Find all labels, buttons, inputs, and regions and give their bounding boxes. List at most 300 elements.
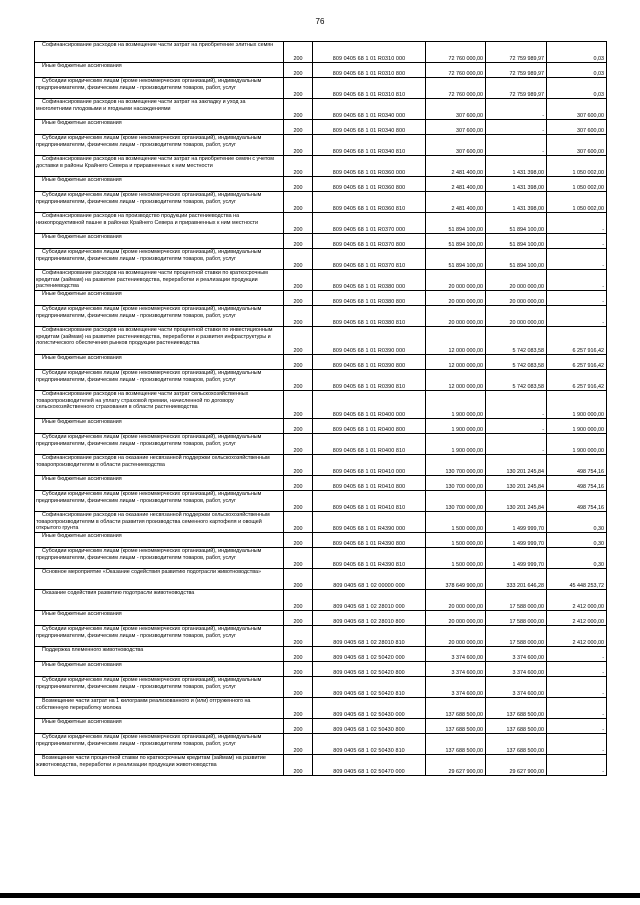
table-row (35, 548, 607, 569)
row-budget-classification-code: 809 0405 68 1 01 R0380 800 (313, 291, 426, 306)
row-unexecuted-amount: - (547, 698, 607, 719)
row-unexecuted-amount: 498 754,16 (547, 491, 607, 512)
table-row (35, 78, 607, 99)
row-approved-amount: 130 700 000,00 (426, 491, 486, 512)
row-unexecuted-amount: 0,30 (547, 512, 607, 533)
scan-edge-bar (0, 885, 640, 905)
row-executed-amount: 1 431 398,00 (486, 177, 547, 192)
row-admin-code: 200 (284, 434, 313, 455)
row-name (35, 455, 284, 476)
row-executed-amount: 1 431 398,00 (486, 156, 547, 177)
row-executed-amount: - (486, 391, 547, 419)
row-unexecuted-amount: 2 412 000,00 (547, 590, 607, 611)
row-executed-amount: 51 894 100,00 (486, 234, 547, 249)
table-row (35, 249, 607, 270)
row-executed-amount: 333 201 646,28 (486, 569, 547, 590)
table-row (35, 99, 607, 120)
row-executed-amount: - (486, 419, 547, 434)
table-row (35, 391, 607, 419)
row-executed-amount: 51 894 100,00 (486, 249, 547, 270)
row-executed-amount: 5 742 083,58 (486, 327, 547, 355)
table-row (35, 734, 607, 755)
row-admin-code: 200 (284, 78, 313, 99)
row-name-text: Оказание содействия развитию подотрасли животноводства (42, 590, 195, 596)
row-executed-amount: - (486, 434, 547, 455)
row-admin-code: 200 (284, 192, 313, 213)
row-unexecuted-amount: 498 754,16 (547, 476, 607, 491)
row-admin-code: 200 (284, 533, 313, 548)
row-admin-code: 200 (284, 135, 313, 156)
row-name (35, 177, 284, 192)
row-executed-amount: - (486, 99, 547, 120)
row-name-text: Софинансирование расходов на возмещение части процентной ставки по краткосрочным кредитам (займам) на развитие растениеводства, переработки и реализации продукции растениеводства (36, 270, 270, 289)
row-name-text: Софинансирование расходов на оказание несвязанной поддержки сельскохозяйственным товаропроизводителям в области растениеводства (36, 455, 272, 468)
row-approved-amount: 51 894 100,00 (426, 249, 486, 270)
row-admin-code: 200 (284, 611, 313, 626)
table-row (35, 434, 607, 455)
row-approved-amount: 3 374 600,00 (426, 677, 486, 698)
row-approved-amount: 51 894 100,00 (426, 213, 486, 234)
row-name (35, 434, 284, 455)
row-unexecuted-amount: 1 050 002,00 (547, 192, 607, 213)
row-name-text: Иные бюджетные ассигнования (42, 63, 122, 69)
row-unexecuted-amount: 0,03 (547, 78, 607, 99)
row-name-text: Субсидии юридическим лицам (кроме некоммерческих организаций), индивидуальным предпринимателям, физическим лицам - производителям товаров, работ, услуг (36, 370, 263, 383)
row-executed-amount: 51 894 100,00 (486, 213, 547, 234)
table-row (35, 476, 607, 491)
row-approved-amount: 1 900 000,00 (426, 434, 486, 455)
row-admin-code: 200 (284, 719, 313, 734)
table-row (35, 370, 607, 391)
row-budget-classification-code: 809 0405 68 1 01 R0360 810 (313, 192, 426, 213)
table-row (35, 291, 607, 306)
row-executed-amount: 130 201 245,84 (486, 491, 547, 512)
row-executed-amount: 137 688 500,00 (486, 719, 547, 734)
table-row (35, 662, 607, 677)
row-budget-classification-code: 809 0405 68 1 01 R0410 800 (313, 476, 426, 491)
row-budget-classification-code: 809 0405 68 1 01 R0390 810 (313, 370, 426, 391)
row-approved-amount: 51 894 100,00 (426, 234, 486, 249)
row-admin-code: 200 (284, 327, 313, 355)
row-unexecuted-amount: 307 600,00 (547, 120, 607, 135)
row-admin-code: 200 (284, 734, 313, 755)
table-row (35, 455, 607, 476)
row-name-text: Иные бюджетные ассигнования (42, 662, 122, 668)
table-row (35, 306, 607, 327)
row-approved-amount: 130 700 000,00 (426, 455, 486, 476)
row-approved-amount: 307 600,00 (426, 135, 486, 156)
table-row (35, 234, 607, 249)
row-budget-classification-code: 809 0405 68 1 01 R0400 800 (313, 419, 426, 434)
row-unexecuted-amount: - (547, 677, 607, 698)
budget-execution-table (34, 41, 607, 776)
row-admin-code: 200 (284, 249, 313, 270)
row-name (35, 99, 284, 120)
row-name (35, 419, 284, 434)
row-name (35, 42, 284, 63)
row-budget-classification-code: 809 0405 68 1 01 R4390 800 (313, 533, 426, 548)
row-executed-amount: 20 000 000,00 (486, 270, 547, 291)
row-unexecuted-amount: 0,03 (547, 63, 607, 78)
row-budget-classification-code: 809 0405 68 1 01 R0400 810 (313, 434, 426, 455)
row-budget-classification-code: 809 0405 68 1 01 R0340 000 (313, 99, 426, 120)
row-executed-amount: 1 431 398,00 (486, 192, 547, 213)
row-executed-amount: 17 588 000,00 (486, 611, 547, 626)
row-name (35, 719, 284, 734)
row-executed-amount: 72 759 989,97 (486, 63, 547, 78)
row-admin-code: 200 (284, 156, 313, 177)
row-approved-amount: 2 481 400,00 (426, 177, 486, 192)
row-name-text: Софинансирование расходов на оказание несвязанной поддержки сельскохозяйственным товаропроизводителям в области развития производства семенного картофеля и овощей открытого грунта (36, 512, 272, 531)
row-name (35, 548, 284, 569)
row-name-text: Субсидии юридическим лицам (кроме некоммерческих организаций), индивидуальным предпринимателям, физическим лицам - производителям товаров, работ, услуг (36, 78, 263, 91)
row-name (35, 327, 284, 355)
row-admin-code: 200 (284, 491, 313, 512)
row-name (35, 698, 284, 719)
row-budget-classification-code: 809 0405 68 1 01 R0390 800 (313, 355, 426, 370)
row-executed-amount: 1 499 999,70 (486, 548, 547, 569)
row-admin-code: 200 (284, 370, 313, 391)
row-name-text: Софинансирование расходов на возмещение части затрат сельскохозяйственных товаропроизводителей на уплату страховой премии, начисленной по договору сельскохозяйственного страхования в области растениеводства (36, 391, 250, 410)
row-unexecuted-amount: 1 900 000,00 (547, 419, 607, 434)
row-admin-code: 200 (284, 234, 313, 249)
row-admin-code: 200 (284, 42, 313, 63)
row-admin-code: 200 (284, 548, 313, 569)
row-name (35, 677, 284, 698)
row-name-text: Субсидии юридическим лицам (кроме некоммерческих организаций), индивидуальным предпринимателям, физическим лицам - производителям товаров, работ, услуг (36, 135, 263, 148)
row-name (35, 291, 284, 306)
row-unexecuted-amount: - (547, 306, 607, 327)
table-row (35, 270, 607, 291)
row-budget-classification-code: 809 0405 68 1 01 R4390 000 (313, 512, 426, 533)
table-row (35, 491, 607, 512)
row-unexecuted-amount: - (547, 734, 607, 755)
row-name-text: Субсидии юридическим лицам (кроме некоммерческих организаций), индивидуальным предпринимателям, физическим лицам - производителям товаров, работ, услуг (36, 192, 263, 205)
row-executed-amount: 17 588 000,00 (486, 590, 547, 611)
row-admin-code: 200 (284, 590, 313, 611)
row-budget-classification-code: 809 0405 68 1 02 28010 810 (313, 626, 426, 647)
row-unexecuted-amount: - (547, 647, 607, 662)
row-name-text: Поддержка племенного животноводства (42, 647, 144, 653)
row-budget-classification-code: 809 0405 68 1 01 R4390 810 (313, 548, 426, 569)
row-name-text: Субсидии юридическим лицам (кроме некоммерческих организаций), индивидуальным предпринимателям, физическим лицам - производителям товаров, работ, услуг (36, 677, 263, 690)
row-name-text: Софинансирование расходов на возмещение части затрат на приобретение элитных семян (42, 42, 274, 48)
row-admin-code: 200 (284, 698, 313, 719)
row-unexecuted-amount: 307 600,00 (547, 135, 607, 156)
row-name-text: Возмещение части затрат на 1 килограмм реализованного и (или) отгруженного на собственную переработку молока (36, 698, 252, 711)
row-name-text: Иные бюджетные ассигнования (42, 611, 122, 617)
row-unexecuted-amount: 498 754,16 (547, 455, 607, 476)
row-budget-classification-code: 809 0405 68 1 02 50430 800 (313, 719, 426, 734)
row-budget-classification-code: 809 0405 68 1 01 R0410 810 (313, 491, 426, 512)
row-budget-classification-code: 809 0405 68 1 01 R0360 800 (313, 177, 426, 192)
row-executed-amount: 29 627 900,00 (486, 755, 547, 776)
row-budget-classification-code: 809 0405 68 1 01 R0310 000 (313, 42, 426, 63)
row-name (35, 156, 284, 177)
row-name (35, 647, 284, 662)
row-name (35, 234, 284, 249)
row-name-text: Иные бюджетные ассигнования (42, 234, 122, 240)
row-name-text: Субсидии юридическим лицам (кроме некоммерческих организаций), индивидуальным предпринимателям, физическим лицам - производителям товаров, работ, услуг (36, 306, 263, 319)
row-approved-amount: 137 688 500,00 (426, 734, 486, 755)
row-name (35, 476, 284, 491)
row-name (35, 734, 284, 755)
row-approved-amount: 1 500 000,00 (426, 548, 486, 569)
row-approved-amount: 12 000 000,00 (426, 327, 486, 355)
row-name (35, 533, 284, 548)
row-executed-amount: 72 759 989,97 (486, 42, 547, 63)
row-budget-classification-code: 809 0405 68 1 02 28010 800 (313, 611, 426, 626)
table-row (35, 192, 607, 213)
row-budget-classification-code: 809 0405 68 1 02 50430 000 (313, 698, 426, 719)
table-row (35, 533, 607, 548)
row-name (35, 213, 284, 234)
row-name-text: Субсидии юридическим лицам (кроме некоммерческих организаций), индивидуальным предпринимателям, физическим лицам - производителям товаров, работ, услуг (36, 734, 263, 747)
row-name-text: Иные бюджетные ассигнования (42, 177, 122, 183)
row-budget-classification-code: 809 0405 68 1 01 R0410 000 (313, 455, 426, 476)
row-approved-amount: 378 649 900,00 (426, 569, 486, 590)
row-approved-amount: 1 900 000,00 (426, 391, 486, 419)
row-admin-code: 200 (284, 120, 313, 135)
page-number: 76 (315, 17, 325, 26)
row-executed-amount: 17 588 000,00 (486, 626, 547, 647)
row-approved-amount: 72 760 000,00 (426, 63, 486, 78)
row-budget-classification-code: 809 0405 68 1 02 00000 000 (313, 569, 426, 590)
row-name (35, 120, 284, 135)
row-approved-amount: 307 600,00 (426, 99, 486, 120)
row-name (35, 590, 284, 611)
row-name-text: Иные бюджетные ассигнования (42, 533, 122, 539)
row-executed-amount: 3 374 600,00 (486, 662, 547, 677)
row-admin-code: 200 (284, 755, 313, 776)
row-name-text: Субсидии юридическим лицам (кроме некоммерческих организаций), индивидуальным предпринимателям, физическим лицам - производителям товаров, работ, услуг (36, 434, 263, 447)
row-unexecuted-amount: 0,03 (547, 42, 607, 63)
row-unexecuted-amount: 307 600,00 (547, 99, 607, 120)
row-budget-classification-code: 809 0405 68 1 02 50420 000 (313, 647, 426, 662)
row-executed-amount: 3 374 600,00 (486, 677, 547, 698)
table-row (35, 419, 607, 434)
row-admin-code: 200 (284, 647, 313, 662)
row-approved-amount: 12 000 000,00 (426, 355, 486, 370)
row-unexecuted-amount: 1 050 002,00 (547, 177, 607, 192)
row-name-text: Иные бюджетные ассигнования (42, 120, 122, 126)
row-executed-amount: 20 000 000,00 (486, 306, 547, 327)
row-budget-classification-code: 809 0405 68 1 01 R0380 000 (313, 270, 426, 291)
row-admin-code: 200 (284, 99, 313, 120)
row-executed-amount: 1 499 999,70 (486, 512, 547, 533)
row-admin-code: 200 (284, 391, 313, 419)
table-row (35, 698, 607, 719)
row-unexecuted-amount: - (547, 719, 607, 734)
row-approved-amount: 1 500 000,00 (426, 512, 486, 533)
row-approved-amount: 72 760 000,00 (426, 78, 486, 99)
row-approved-amount: 1 500 000,00 (426, 533, 486, 548)
table-row (35, 327, 607, 355)
table-row (35, 42, 607, 63)
row-name (35, 370, 284, 391)
table-row (35, 355, 607, 370)
row-approved-amount: 3 374 600,00 (426, 662, 486, 677)
row-unexecuted-amount: 2 412 000,00 (547, 626, 607, 647)
row-name-text: Софинансирование расходов на производство продукции растениеводства на низкопродуктивной пашне в районах Крайнего Севера и приравненных к ним местности (36, 213, 259, 226)
row-budget-classification-code: 809 0405 68 1 02 50470 000 (313, 755, 426, 776)
row-admin-code: 200 (284, 512, 313, 533)
table-row (35, 755, 607, 776)
row-name (35, 662, 284, 677)
row-unexecuted-amount: 1 900 000,00 (547, 391, 607, 419)
table-row (35, 120, 607, 135)
row-admin-code: 200 (284, 476, 313, 491)
table-row (35, 213, 607, 234)
row-budget-classification-code: 809 0405 68 1 02 50420 800 (313, 662, 426, 677)
row-name (35, 391, 284, 419)
row-approved-amount: 20 000 000,00 (426, 291, 486, 306)
row-name (35, 270, 284, 291)
row-budget-classification-code: 809 0405 68 1 01 R0380 810 (313, 306, 426, 327)
row-executed-amount: 130 201 245,84 (486, 476, 547, 491)
row-budget-classification-code: 809 0405 68 1 02 50420 810 (313, 677, 426, 698)
row-approved-amount: 130 700 000,00 (426, 476, 486, 491)
row-admin-code: 200 (284, 177, 313, 192)
row-unexecuted-amount: - (547, 755, 607, 776)
row-admin-code: 200 (284, 455, 313, 476)
table-row (35, 626, 607, 647)
table-row (35, 647, 607, 662)
row-approved-amount: 20 000 000,00 (426, 590, 486, 611)
row-name-text: Иные бюджетные ассигнования (42, 719, 122, 725)
table-row (35, 512, 607, 533)
row-executed-amount: 5 742 083,58 (486, 370, 547, 391)
row-approved-amount: 20 000 000,00 (426, 626, 486, 647)
row-approved-amount: 137 688 500,00 (426, 698, 486, 719)
row-unexecuted-amount: 6 257 916,42 (547, 327, 607, 355)
row-executed-amount: 137 688 500,00 (486, 734, 547, 755)
row-name (35, 135, 284, 156)
row-unexecuted-amount: - (547, 270, 607, 291)
row-admin-code: 200 (284, 63, 313, 78)
row-name (35, 611, 284, 626)
table-body (35, 42, 607, 776)
row-budget-classification-code: 809 0405 68 1 02 50430 810 (313, 734, 426, 755)
row-approved-amount: 29 627 900,00 (426, 755, 486, 776)
row-budget-classification-code: 809 0405 68 1 01 R0310 800 (313, 63, 426, 78)
row-budget-classification-code: 809 0405 68 1 01 R0310 810 (313, 78, 426, 99)
row-admin-code: 200 (284, 306, 313, 327)
row-approved-amount: 20 000 000,00 (426, 611, 486, 626)
row-name (35, 626, 284, 647)
table-row (35, 177, 607, 192)
row-unexecuted-amount: 6 257 916,42 (547, 355, 607, 370)
row-name-text: Субсидии юридическим лицам (кроме некоммерческих организаций), индивидуальным предпринимателям, физическим лицам - производителям товаров, работ, услуг (36, 626, 263, 639)
table-row (35, 611, 607, 626)
row-executed-amount: 1 499 999,70 (486, 533, 547, 548)
row-budget-classification-code: 809 0405 68 1 01 R0340 810 (313, 135, 426, 156)
row-name (35, 755, 284, 776)
row-name-text: Возмещение части процентной ставки по краткосрочным кредитам (займам) на развитие животноводства, переработки и реализации продукции животноводства (36, 755, 268, 768)
row-name-text: Субсидии юридическим лицам (кроме некоммерческих организаций), индивидуальным предпринимателям, физическим лицам - производителям товаров, работ, услуг (36, 249, 263, 262)
row-unexecuted-amount: 0,30 (547, 533, 607, 548)
row-admin-code: 200 (284, 662, 313, 677)
row-name (35, 249, 284, 270)
row-name (35, 306, 284, 327)
row-unexecuted-amount: - (547, 213, 607, 234)
row-name-text: Субсидии юридическим лицам (кроме некоммерческих организаций), индивидуальным предпринимателям, физическим лицам - производителям товаров, работ, услуг (36, 548, 263, 561)
row-admin-code: 200 (284, 213, 313, 234)
row-name (35, 63, 284, 78)
row-executed-amount: 3 374 600,00 (486, 647, 547, 662)
table-row (35, 135, 607, 156)
row-name (35, 569, 284, 590)
row-name (35, 491, 284, 512)
row-executed-amount: 20 000 000,00 (486, 291, 547, 306)
table-row (35, 677, 607, 698)
row-executed-amount: 137 688 500,00 (486, 698, 547, 719)
row-approved-amount: 2 481 400,00 (426, 192, 486, 213)
row-approved-amount: 137 688 500,00 (426, 719, 486, 734)
row-executed-amount: - (486, 135, 547, 156)
row-name (35, 512, 284, 533)
table-row (35, 569, 607, 590)
row-name-text: Иные бюджетные ассигнования (42, 291, 122, 297)
row-unexecuted-amount: 6 257 916,42 (547, 370, 607, 391)
row-budget-classification-code: 809 0405 68 1 01 R0340 800 (313, 120, 426, 135)
row-executed-amount: - (486, 120, 547, 135)
row-name-text: Софинансирование расходов на возмещение части процентной ставки по инвестиционным кредитам (займам) на развитие растениеводства, переработки и развития инфраструктуры и логистического обеспечения рынков продукции растениеводства (36, 327, 274, 346)
row-name-text: Софинансирование расходов на возмещение части затрат на закладку и уход за многолетними плодовыми и ягодными насаждениями (36, 99, 247, 112)
row-budget-classification-code: 809 0405 68 1 01 R0370 810 (313, 249, 426, 270)
row-unexecuted-amount: - (547, 291, 607, 306)
row-unexecuted-amount: 1 050 002,00 (547, 156, 607, 177)
table-row (35, 719, 607, 734)
row-name-text: Иные бюджетные ассигнования (42, 355, 122, 361)
row-admin-code: 200 (284, 419, 313, 434)
row-budget-classification-code: 809 0405 68 1 01 R0360 000 (313, 156, 426, 177)
row-admin-code: 200 (284, 355, 313, 370)
row-approved-amount: 307 600,00 (426, 120, 486, 135)
row-approved-amount: 3 374 600,00 (426, 647, 486, 662)
row-unexecuted-amount: 1 900 000,00 (547, 434, 607, 455)
row-name-text: Субсидии юридическим лицам (кроме некоммерческих организаций), индивидуальным предпринимателям, физическим лицам - производителям товаров, работ, услуг (36, 491, 263, 504)
row-budget-classification-code: 809 0405 68 1 02 28010 000 (313, 590, 426, 611)
row-approved-amount: 20 000 000,00 (426, 306, 486, 327)
row-approved-amount: 2 481 400,00 (426, 156, 486, 177)
row-unexecuted-amount: - (547, 662, 607, 677)
row-executed-amount: 5 742 083,58 (486, 355, 547, 370)
row-approved-amount: 12 000 000,00 (426, 370, 486, 391)
row-admin-code: 200 (284, 569, 313, 590)
row-budget-classification-code: 809 0405 68 1 01 R0400 000 (313, 391, 426, 419)
row-name-text: Основное мероприятие «Оказание содействия развитию подотрасли животноводства» (42, 569, 262, 575)
row-budget-classification-code: 809 0405 68 1 01 R0370 800 (313, 234, 426, 249)
row-name (35, 78, 284, 99)
row-budget-classification-code: 809 0405 68 1 01 R0390 000 (313, 327, 426, 355)
row-executed-amount: 130 201 245,84 (486, 455, 547, 476)
row-approved-amount: 1 900 000,00 (426, 419, 486, 434)
row-name (35, 355, 284, 370)
row-approved-amount: 72 760 000,00 (426, 42, 486, 63)
table-row (35, 156, 607, 177)
row-unexecuted-amount: 45 448 253,72 (547, 569, 607, 590)
table-row (35, 63, 607, 78)
row-approved-amount: 20 000 000,00 (426, 270, 486, 291)
row-unexecuted-amount: - (547, 234, 607, 249)
row-unexecuted-amount: - (547, 249, 607, 270)
row-admin-code: 200 (284, 270, 313, 291)
row-name-text: Иные бюджетные ассигнования (42, 419, 122, 425)
row-name-text: Софинансирование расходов на возмещение части затрат на приобретение семян с учетом доставки в районы Крайнего Севера и приравненных к ним местности (36, 156, 276, 169)
row-name (35, 192, 284, 213)
row-admin-code: 200 (284, 677, 313, 698)
